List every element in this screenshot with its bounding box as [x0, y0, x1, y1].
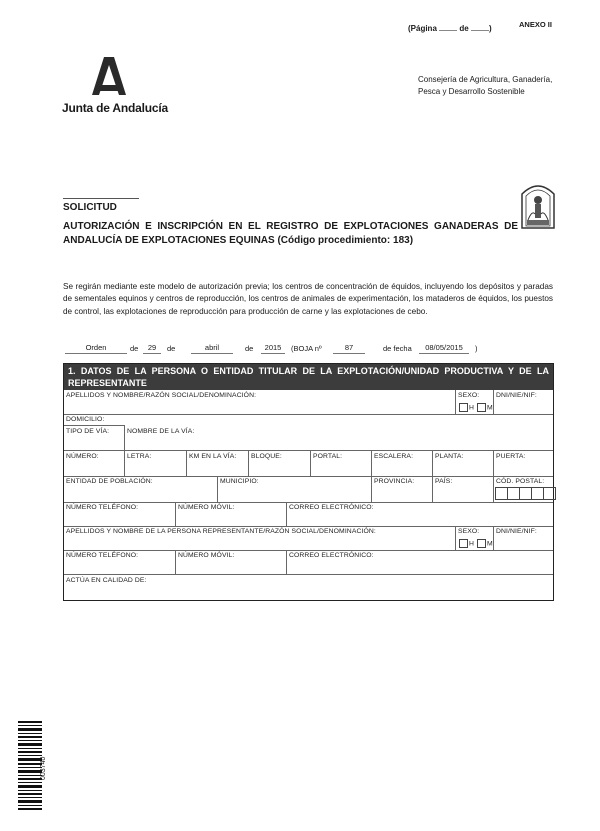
orden-day-field[interactable]: 29	[143, 342, 161, 354]
pagina-total-blank	[471, 22, 489, 31]
divider	[455, 526, 456, 550]
cp-boxes[interactable]	[495, 487, 556, 500]
divider	[286, 550, 287, 574]
divider	[310, 450, 311, 476]
sexo-label: SEXO:	[458, 392, 480, 399]
letra-label: LETRA:	[127, 453, 152, 460]
divider	[493, 476, 494, 502]
consejeria-line1: Consejería de Agricultura, Ganadería,	[418, 75, 553, 84]
divider	[432, 450, 433, 476]
divider	[455, 390, 456, 414]
divider	[286, 502, 287, 526]
barcode-icon	[18, 721, 42, 811]
correo-label: CORREO ELECTRÓNICO:	[289, 504, 374, 511]
divider	[175, 502, 176, 526]
row-line	[64, 502, 553, 503]
section1-title: 1. DATOS DE LA PERSONA O ENTIDAD TITULAR DE LA EXPLOTACIÓN/UNIDAD PRODUCTIVA Y DE LA REPRESENTANTE	[64, 364, 553, 390]
row-line	[64, 425, 124, 426]
telefono-label: NÚMERO TELÉFONO:	[66, 504, 139, 511]
pagina-close: )	[488, 24, 492, 33]
divider	[493, 526, 494, 550]
rep-dni-label: DNI/NIE/NIF:	[496, 528, 537, 535]
boja-label: (BOJA nº	[291, 344, 322, 353]
row-line	[64, 414, 553, 415]
movil-label: NÚMERO MÓVIL:	[178, 504, 235, 511]
rep-sexo-h-checkbox[interactable]	[459, 539, 468, 548]
municipio-label: MUNICIPIO:	[220, 478, 259, 485]
orden-de3: de	[245, 344, 254, 353]
divider	[217, 476, 218, 502]
row-line	[64, 526, 553, 527]
portal-label: PORTAL:	[313, 453, 343, 460]
numero-label: NÚMERO:	[66, 453, 99, 460]
solicitud-rule	[63, 198, 139, 199]
planta-label: PLANTA:	[435, 453, 464, 460]
rep-sexo-options	[458, 539, 493, 548]
divider	[493, 450, 494, 476]
logo-text: Junta de Andalucía	[62, 101, 168, 115]
row-line	[64, 450, 553, 451]
divider	[371, 450, 372, 476]
section1-form	[63, 363, 554, 601]
rep-sexo-m-checkbox[interactable]	[477, 539, 486, 548]
solicitud-label: SOLICITUD	[63, 202, 117, 213]
km-label: KM EN LA VÍA:	[189, 453, 237, 460]
consejeria	[418, 74, 578, 98]
sexo-h-label: H	[469, 404, 475, 412]
divider	[371, 476, 372, 502]
boja-number-field[interactable]: 87	[333, 342, 365, 354]
consejeria-line2: Pesca y Desarrollo Sostenible	[418, 87, 525, 96]
entidad-label: ENTIDAD DE POBLACIÓN:	[66, 478, 153, 485]
sexo-m-label: M	[487, 404, 493, 412]
rep-movil-label: NÚMERO MÓVIL:	[178, 552, 235, 559]
cp-digit[interactable]	[531, 487, 543, 500]
barcode-number: 003740	[40, 756, 47, 780]
domicilio-label: DOMICILIO:	[66, 416, 105, 423]
pagina-label: (Página	[408, 24, 437, 33]
solicitud-title: AUTORIZACIÓN E INSCRIPCIÓN EN EL REGISTRO DE EXPLOTACIONES GANADERAS DE ANDALUCÍA DE EXPLOTACIONES EQUINAS (Código procedimiento: 183)	[63, 221, 518, 246]
orden-de1: de	[130, 344, 139, 353]
escalera-label: ESCALERA:	[374, 453, 414, 460]
cp-digit[interactable]	[519, 487, 531, 500]
orden-field[interactable]: Orden	[65, 342, 127, 354]
sexo-m-checkbox[interactable]	[477, 403, 486, 412]
cp-label: CÓD. POSTAL:	[496, 478, 545, 485]
pais-label: PAÍS:	[435, 478, 453, 485]
row-line	[64, 476, 553, 477]
row-line	[64, 574, 553, 575]
tipo-via-label: TIPO DE VÍA:	[66, 428, 110, 435]
provincia-label: PROVINCIA:	[374, 478, 415, 485]
andalucia-seal-icon	[520, 180, 556, 230]
rep-telefono-label: NÚMERO TELÉFONO:	[66, 552, 139, 559]
cp-digit[interactable]	[507, 487, 519, 500]
dni-label: DNI/NIE/NIF:	[496, 392, 537, 399]
rep-sexo-h-label: H	[469, 540, 475, 548]
orden-line	[63, 342, 553, 356]
de-fecha-label: de fecha	[383, 344, 412, 353]
divider	[186, 450, 187, 476]
divider	[432, 476, 433, 502]
rep-sexo-m-label: M	[487, 540, 493, 548]
pagina-de: de	[459, 24, 469, 33]
divider	[493, 390, 494, 414]
cp-digit[interactable]	[543, 487, 556, 500]
puerta-label: PUERTA:	[496, 453, 526, 460]
fecha-field[interactable]: 08/05/2015	[419, 342, 469, 354]
divider	[124, 425, 125, 450]
orden-de2: de	[167, 344, 176, 353]
actua-label: ACTÚA EN CALIDAD DE:	[66, 577, 147, 584]
nombre-via-label: NOMBRE DE LA VÍA:	[127, 428, 195, 435]
rep-apellidos-label: APELLIDOS Y NOMBRE DE LA PERSONA REPRESENTANTE/RAZÓN SOCIAL/DENOMINACIÓN:	[66, 528, 376, 535]
divider	[124, 450, 125, 476]
orden-month-field[interactable]: abril	[191, 342, 233, 354]
rep-correo-label: CORREO ELECTRÓNICO:	[289, 552, 374, 559]
sexo-h-checkbox[interactable]	[459, 403, 468, 412]
divider	[175, 550, 176, 574]
orden-close: )	[475, 344, 478, 353]
apellidos-label: APELLIDOS Y NOMBRE/RAZÓN SOCIAL/DENOMINACIÓN:	[66, 392, 257, 399]
anexo-label: ANEXO II	[519, 20, 552, 29]
divider	[248, 450, 249, 476]
page-number	[408, 22, 492, 33]
bloque-label: BLOQUE:	[251, 453, 282, 460]
pagina-blank	[439, 22, 457, 31]
sexo-options	[458, 403, 493, 412]
intro-text: Se regirán mediante este modelo de autorización previa; los centros de concentración de équidos, incluyendo los depósitos y paradas de sementales equinos y centros de reproducción, los centros de animales de experimentación, los mataderos de équidos, los puestos de control, las explotaciones de reproducción para producción de carne y las explotaciones de cebo.	[63, 282, 553, 316]
rep-sexo-label: SEXO:	[458, 528, 480, 535]
cp-digit[interactable]	[495, 487, 507, 500]
row-line	[64, 550, 553, 551]
orden-year-field[interactable]: 2015	[261, 342, 285, 354]
